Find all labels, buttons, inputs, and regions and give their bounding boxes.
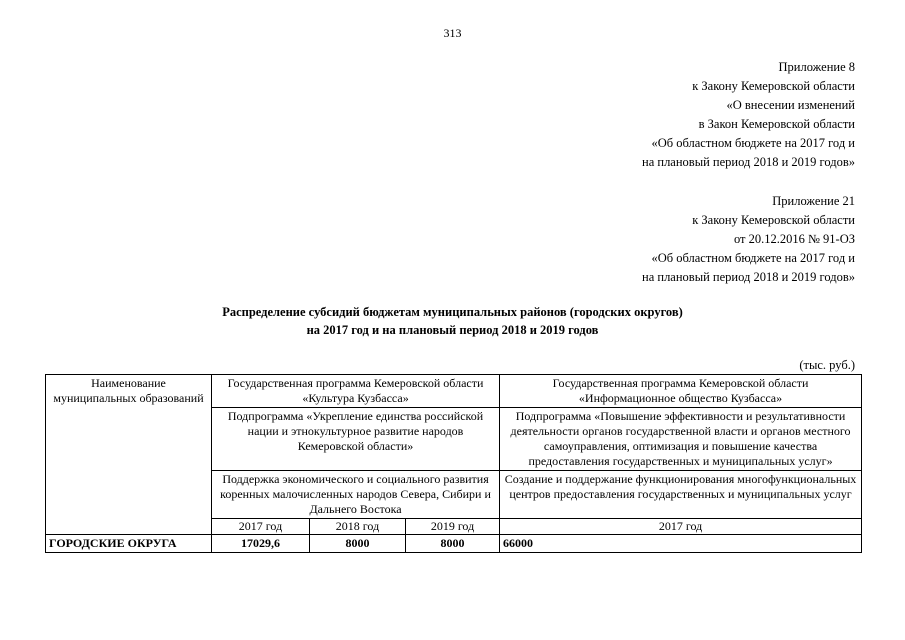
appendix-21-header — [642, 192, 855, 287]
cell-value: 66000 — [500, 535, 862, 553]
municipality-column-header: Наименование муниципальных образований — [46, 375, 212, 535]
row-name: ГОРОДСКИЕ ОКРУГА — [46, 535, 212, 553]
appendix-line: Приложение 21 — [772, 194, 855, 208]
appendix-line: от 20.12.2016 № 91-ОЗ — [733, 232, 855, 246]
page-number: 313 — [443, 26, 462, 40]
cell-value: 17029,6 — [212, 535, 310, 553]
appendix-line: «О внесении изменений — [726, 98, 855, 112]
measure-info-header: Создание и поддержание функционирования многофункциональных центров предоставления государственных и муниципальных услуг — [500, 471, 862, 519]
appendix-line: на плановый период 2018 и 2019 годов» — [642, 155, 855, 169]
table-row — [46, 375, 862, 408]
appendix-line: на плановый период 2018 и 2019 годов» — [642, 270, 855, 284]
year-header: 2017 год — [500, 519, 862, 535]
measure-culture-header: Поддержка экономического и социального развития коренных малочисленных народов Севера, Сибири и Дальнего Востока — [212, 471, 500, 519]
document-title — [0, 303, 905, 339]
program-culture-header: Государственная программа Кемеровской области «Культура Кузбасса» — [212, 375, 500, 408]
table-row — [46, 535, 862, 553]
cell-value: 8000 — [406, 535, 500, 553]
appendix-line: «Об областном бюджете на 2017 год и — [651, 136, 855, 150]
program-info-header: Государственная программа Кемеровской области «Информационное общество Кузбасса» — [500, 375, 862, 408]
title-line: на 2017 год и на плановый период 2018 и 2019 годов — [306, 323, 599, 337]
subprogram-info-header: Подпрограмма «Повышение эффективности и результативности деятельности органов государственной власти и органов местного самоуправления, оптимизация и повышение качества предоставления государственных и муниципальных услуг» — [500, 408, 862, 471]
appendix-line: к Закону Кемеровской области — [692, 79, 855, 93]
title-line: Распределение субсидий бюджетам муниципальных районов (городских округов) — [222, 305, 683, 319]
year-header: 2018 год — [310, 519, 406, 535]
cell-value: 8000 — [310, 535, 406, 553]
subsidy-table — [45, 374, 862, 553]
appendix-line: к Закону Кемеровской области — [692, 213, 855, 227]
year-header: 2019 год — [406, 519, 500, 535]
units-label: (тыс. руб.) — [799, 358, 855, 372]
year-header: 2017 год — [212, 519, 310, 535]
appendix-8-header — [642, 58, 855, 172]
subprogram-culture-header: Подпрограмма «Укрепление единства российской нации и этнокультурное развитие народов Кемеровской области» — [212, 408, 500, 471]
appendix-line: в Закон Кемеровской области — [698, 117, 855, 131]
appendix-line: Приложение 8 — [778, 60, 855, 74]
appendix-line: «Об областном бюджете на 2017 год и — [651, 251, 855, 265]
